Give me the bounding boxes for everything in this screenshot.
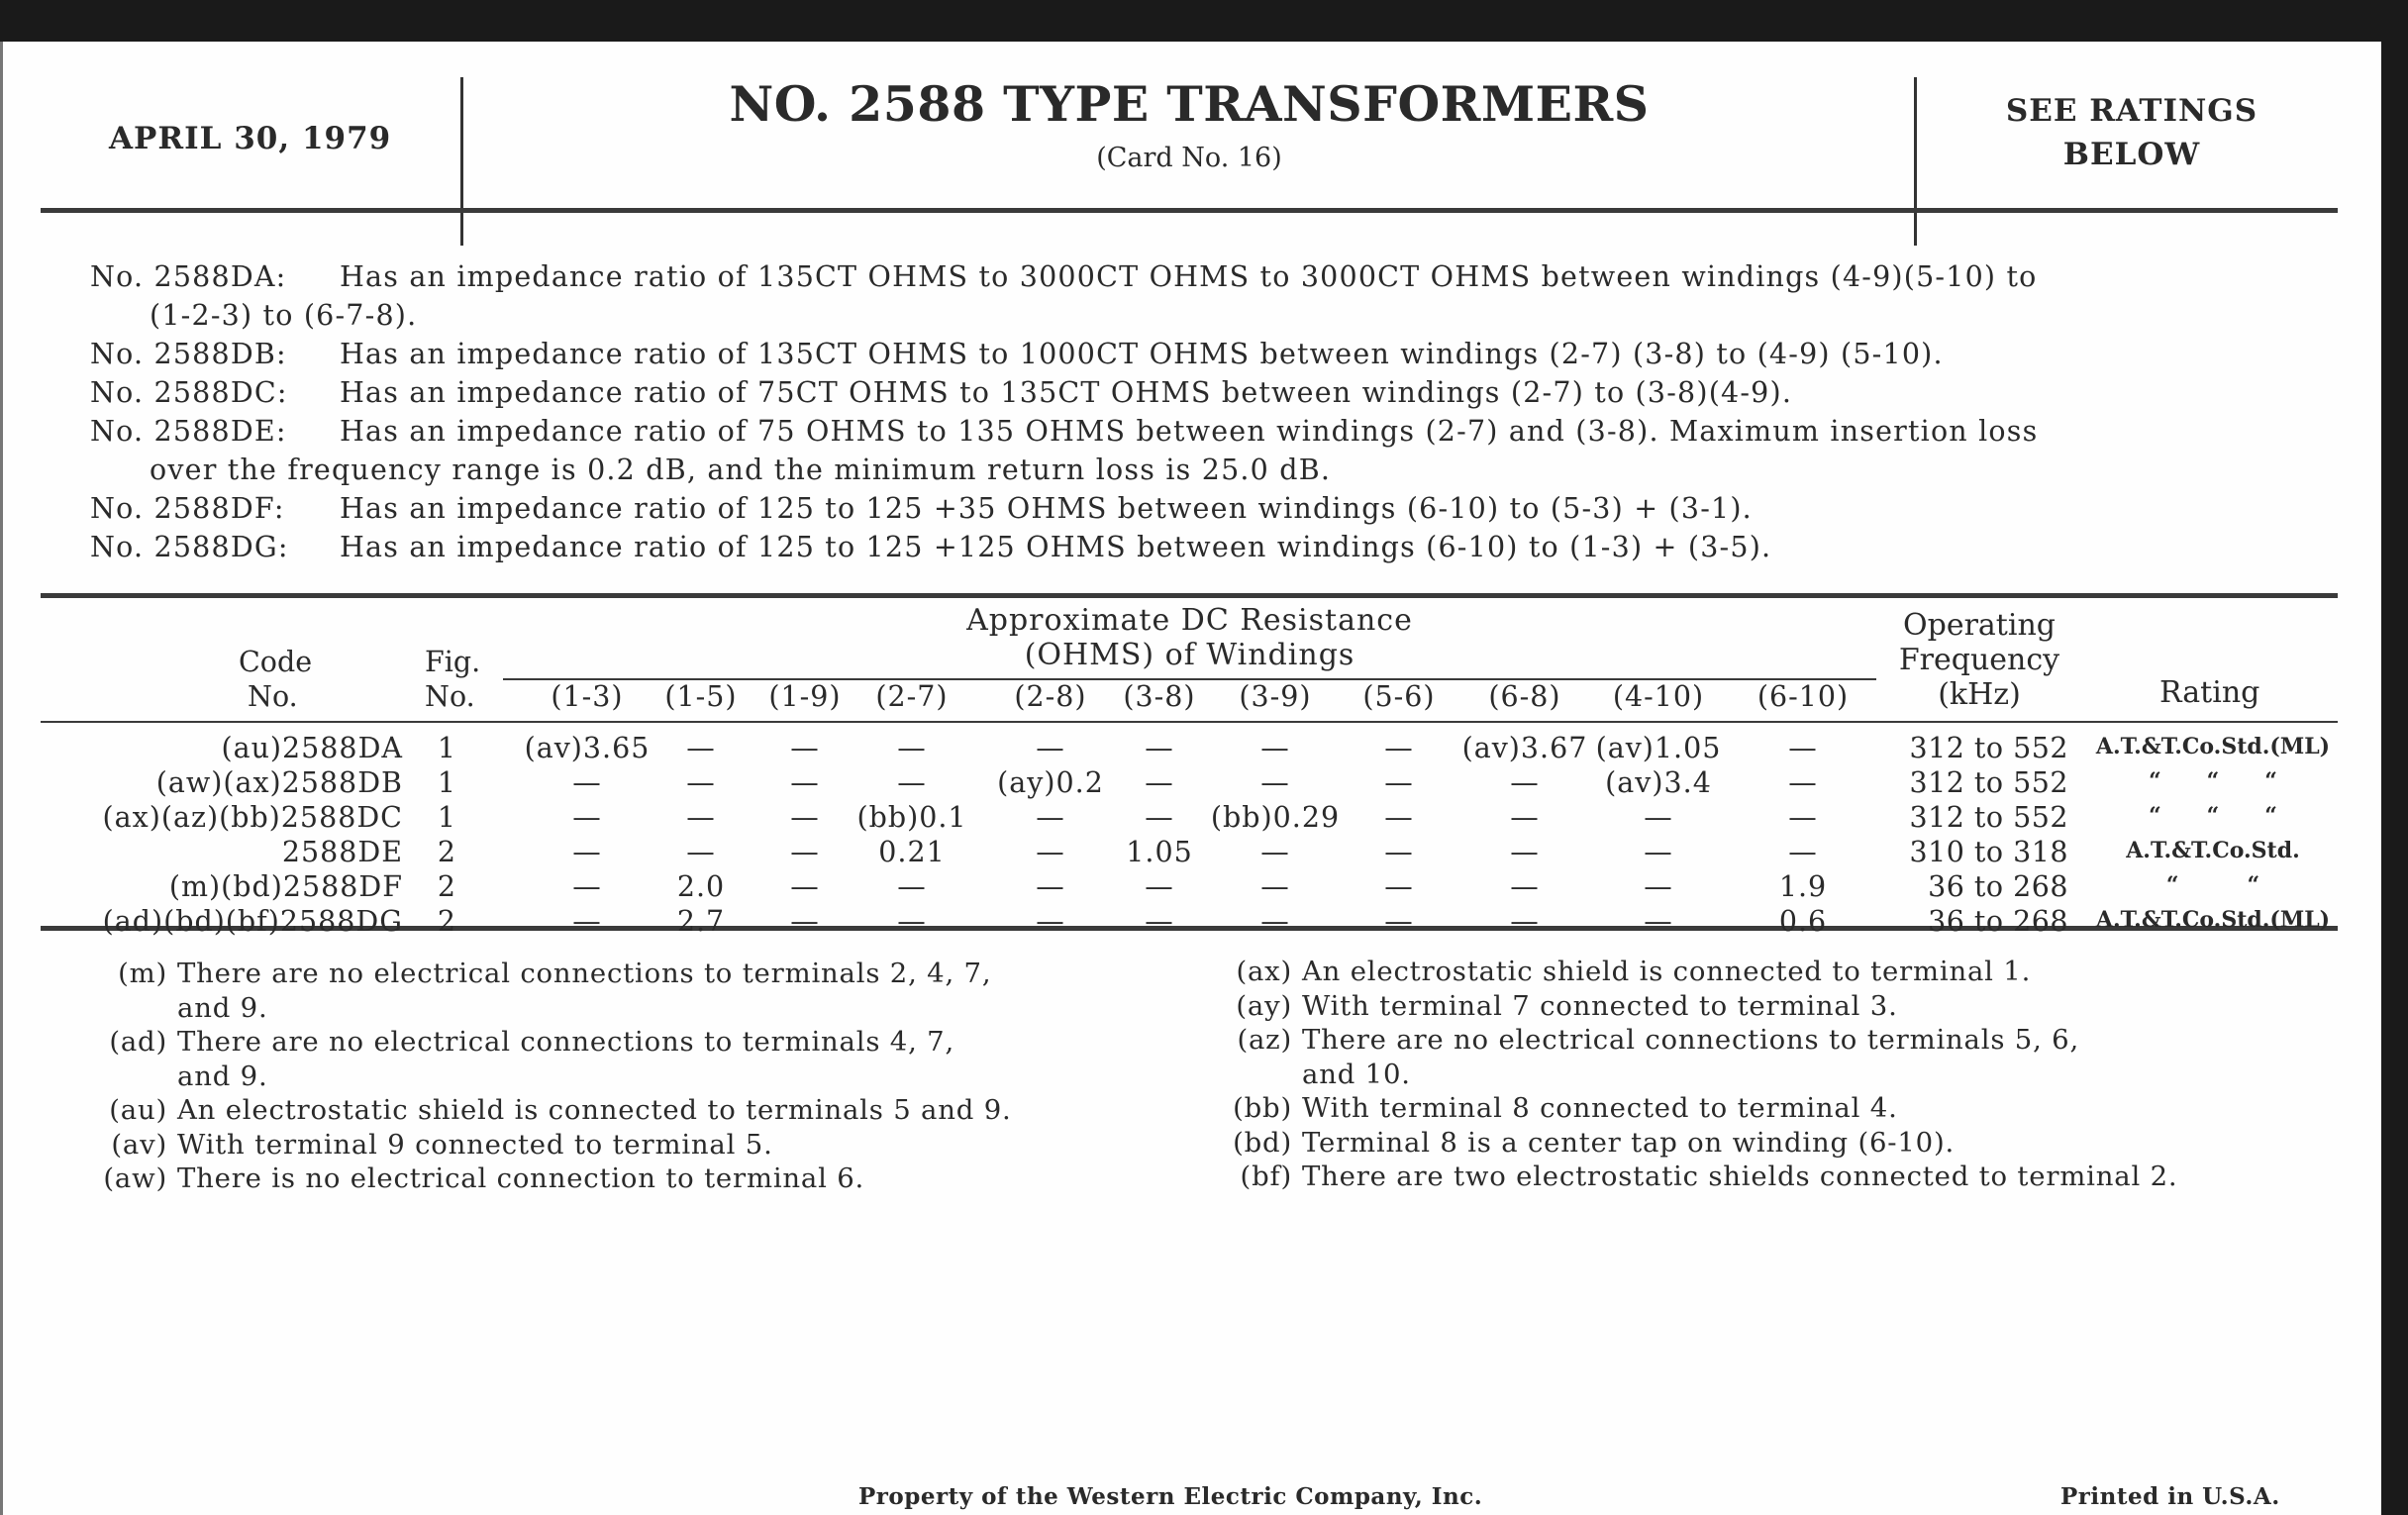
footnote-text: There are no electrical connections to terminals 5, 6, and 10. (1302, 1024, 2080, 1090)
resistance-cell: — (790, 905, 820, 938)
resistance-cell: — (1510, 836, 1540, 868)
resistance-cell: — (1510, 870, 1540, 903)
resistance-cell: — (1384, 870, 1414, 903)
footnote (1197, 1160, 2177, 1194)
resistance-cell: — (1644, 836, 1673, 868)
footnote-text: An electrostatic shield is connected to terminals 5 and 9. (177, 1094, 1012, 1126)
winding-header: (1-5) (664, 680, 738, 713)
resistance-header-2: (OHMS) of Windings (1024, 638, 1355, 672)
resistance-cell: — (1036, 905, 1065, 938)
footnote-text: With terminal 9 connected to terminal 5. (177, 1128, 773, 1161)
resistance-cell: 1.05 (1126, 836, 1193, 868)
resistance-cell: — (1036, 870, 1065, 903)
frequency-cell: 36 to 268 (1928, 870, 2068, 903)
resistance-cell: — (1788, 766, 1818, 799)
resistance-cell: — (1260, 870, 1290, 903)
footnote-text: There are no electrical connections to terminals 4, 7, and 9. (177, 1026, 955, 1092)
resistance-cell: (av)3.4 (1605, 766, 1712, 799)
resistance-cell: (av)3.67 (1461, 732, 1588, 764)
ratings-note (1924, 89, 2340, 176)
footnote-key: (ay) (1236, 989, 1292, 1022)
resistance-cell: — (1384, 801, 1414, 834)
code-cell: (ax)(az)(bb)2588DC (102, 801, 403, 834)
resistance-cell: — (1145, 801, 1174, 834)
description-text: Has an impedance ratio of 125 to 125 +125 OHMS between windings (6-10) to (1-3) + (3-5). (340, 531, 1772, 563)
frequency-cell: 310 to 318 (1909, 836, 2068, 868)
resistance-cell: — (1510, 905, 1540, 938)
footnote-text: With terminal 7 connected to terminal 3. (1302, 989, 1898, 1022)
winding-header: (2-7) (875, 680, 949, 713)
footnote (1197, 1091, 2177, 1126)
footnote (1197, 1023, 2177, 1091)
resistance-cell: (ay)0.2 (997, 766, 1104, 799)
rating-cell: “ “ “ (2149, 768, 2277, 794)
resistance-cell: (bb)0.1 (856, 801, 967, 834)
resistance-cell: — (572, 905, 602, 938)
footnote (1197, 955, 2177, 989)
footnote (72, 1162, 1012, 1196)
description-continuation: (1-2-3) to (6-7-8). (150, 299, 418, 332)
winding-header: (3-9) (1239, 680, 1312, 713)
resistance-cell: 2.7 (676, 905, 726, 938)
footnotes-left (72, 957, 1012, 1196)
resistance-cell: (av)1.05 (1595, 732, 1722, 764)
resistance-cell: — (790, 766, 820, 799)
fig-cell: 1 (437, 766, 456, 799)
resistance-cell: — (686, 836, 716, 868)
resistance-cell: — (1384, 836, 1414, 868)
description-item (90, 412, 2308, 451)
ratings-line-1: SEE RATINGS (2005, 93, 2258, 129)
header-divider-right (1914, 77, 1917, 246)
footnote-key: (av) (111, 1128, 167, 1161)
resistance-cell: — (1145, 766, 1174, 799)
resistance-cell: — (1788, 801, 1818, 834)
header-rule (41, 208, 2338, 213)
resistance-cell: — (686, 732, 716, 764)
description-code: No. 2588DE: (90, 415, 287, 448)
resistance-cell: — (572, 836, 602, 868)
resistance-cell: — (572, 801, 602, 834)
resistance-cell: — (790, 870, 820, 903)
code-cell: 2588DE (281, 836, 403, 868)
issue-date: APRIL 30, 1979 (109, 121, 392, 156)
footnote (1197, 989, 2177, 1024)
description-item (90, 257, 2308, 296)
resistance-cell: — (1260, 836, 1290, 868)
footnote-key: (bd) (1233, 1126, 1292, 1159)
resistance-cell: — (686, 801, 716, 834)
resistance-cell: — (1510, 801, 1540, 834)
resistance-cell: — (1788, 732, 1818, 764)
resistance-cell: — (572, 766, 602, 799)
resistance-cell: 0.6 (1778, 905, 1828, 938)
frequency-header-2: Frequency (1898, 643, 2060, 677)
description-text: Has an impedance ratio of 135CT OHMS to 3000CT OHMS to 3000CT OHMS between windings (4-9)(5-10) to (340, 260, 2038, 293)
resistance-cell: — (790, 732, 820, 764)
frequency-header-3: (kHz) (1938, 677, 2021, 712)
resistance-cell: — (1384, 905, 1414, 938)
resistance-cell: — (1145, 905, 1174, 938)
frequency-cell: 36 to 268 (1928, 905, 2068, 938)
rating-cell: A.T.&T.Co.Std. (2126, 838, 2300, 863)
rating-cell: “ “ (2165, 872, 2260, 898)
description-code: No. 2588DF: (90, 492, 285, 525)
resistance-cell: — (790, 801, 820, 834)
rating-header: Rating (2159, 675, 2260, 710)
winding-header: (2-8) (1014, 680, 1087, 713)
description-text: Has an impedance ratio of 75CT OHMS to 135CT OHMS between windings (2-7) to (3-8)(4-9). (340, 376, 1793, 409)
footnote-key: (au) (109, 1094, 167, 1126)
description-item (90, 489, 2308, 528)
table-top-rule (41, 593, 2338, 598)
resistance-header (503, 603, 1876, 672)
frequency-cell: 312 to 552 (1909, 732, 2068, 764)
fig-header-1: Fig. (425, 646, 481, 678)
resistance-cell: — (1644, 801, 1673, 834)
winding-header: (6-10) (1756, 680, 1850, 713)
spec-card (0, 42, 2381, 1515)
footnote-key: (az) (1237, 1024, 1292, 1056)
frequency-cell: 312 to 552 (1909, 766, 2068, 799)
rating-cell: “ “ “ (2149, 803, 2277, 829)
property-notice: Property of the Western Electric Company, Inc. (858, 1483, 1483, 1510)
footnote (1197, 1126, 2177, 1161)
code-header-2: No. (248, 680, 298, 713)
resistance-cell: — (897, 905, 927, 938)
footnote-key: (bf) (1240, 1161, 1292, 1192)
ratings-line-2: BELOW (2062, 137, 2201, 172)
winding-header: (3-8) (1123, 680, 1196, 713)
rating-cell: A.T.&T.Co.Std.(ML) (2095, 734, 2331, 759)
winding-header: (6-8) (1488, 680, 1561, 713)
resistance-cell: (av)3.65 (524, 732, 651, 764)
description-code: No. 2588DG: (90, 531, 289, 563)
footnote (72, 957, 1012, 1025)
frequency-cell: 312 to 552 (1909, 801, 2068, 834)
fig-header-2: No. (425, 680, 475, 713)
resistance-cell: 2.0 (676, 870, 726, 903)
resistance-cell: — (897, 870, 927, 903)
resistance-cell: 1.9 (1778, 870, 1828, 903)
resistance-cell: 0.21 (878, 836, 946, 868)
winding-header: (4-10) (1612, 680, 1705, 713)
description-item (90, 335, 2308, 373)
resistance-cell: — (1145, 870, 1174, 903)
resistance-cell: — (1644, 870, 1673, 903)
resistance-cell: — (1788, 836, 1818, 868)
resistance-cell: — (790, 836, 820, 868)
description-item (90, 373, 2308, 412)
footnote-text: There is no electrical connection to terminal 6. (177, 1162, 865, 1194)
resistance-cell: — (1260, 766, 1290, 799)
resistance-cell: — (1145, 732, 1174, 764)
description-text: Has an impedance ratio of 135CT OHMS to 1000CT OHMS between windings (2-7) (3-8) to (4-9) (5-10). (340, 338, 1944, 370)
resistance-cell: — (897, 766, 927, 799)
footnote-key: (ax) (1236, 956, 1292, 987)
description-code: No. 2588DC: (90, 376, 288, 409)
resistance-cell: — (572, 870, 602, 903)
card-number: (Card No. 16) (1096, 143, 1282, 173)
footnote-text: There are no electrical connections to terminals 2, 4, 7, and 9. (177, 958, 992, 1024)
resistance-cell: — (1510, 766, 1540, 799)
fig-cell: 1 (437, 801, 456, 834)
fig-cell: 2 (437, 905, 456, 938)
table-header-rule (41, 721, 2338, 723)
winding-header: (5-6) (1362, 680, 1436, 713)
description-continuation: over the frequency range is 0.2 dB, and the minimum return loss is 25.0 dB. (150, 454, 1332, 486)
footnote (72, 1025, 1012, 1093)
code-cell: (m)(bd)2588DF (168, 870, 403, 903)
footnote-key: (aw) (103, 1162, 167, 1194)
footnote-text: With terminal 8 connected to terminal 4. (1302, 1092, 1898, 1124)
description-text: Has an impedance ratio of 125 to 125 +35 OHMS between windings (6-10) to (5-3) + (3-1). (340, 492, 1753, 525)
resistance-cell: — (686, 766, 716, 799)
code-cell: (aw)(ax)2588DB (155, 766, 403, 799)
winding-header: (1-9) (768, 680, 842, 713)
footnote-text: Terminal 8 is a center tap on winding (6-10). (1302, 1126, 1956, 1159)
rating-cell: A.T.&T.Co.Std.(ML) (2095, 907, 2331, 933)
resistance-cell: — (1260, 732, 1290, 764)
footnote-key: (bb) (1233, 1092, 1292, 1124)
resistance-header-1: Approximate DC Resistance (966, 603, 1413, 638)
description-list (90, 257, 2308, 566)
footnotes-right (1197, 955, 2177, 1194)
resistance-cell: — (1036, 732, 1065, 764)
fig-cell: 2 (437, 870, 456, 903)
description-code: No. 2588DB: (90, 338, 287, 370)
resistance-cell: — (1384, 766, 1414, 799)
description-code: No. 2588DA: (90, 260, 287, 293)
resistance-cell: (bb)0.29 (1210, 801, 1341, 834)
frequency-header-1: Operating (1903, 608, 2056, 643)
code-cell: (ad)(bd)(bf)2588DG (102, 905, 403, 938)
page-title: NO. 2588 TYPE TRANSFORMERS (729, 75, 1650, 133)
footnote-text: There are two electrostatic shields connected to terminal 2. (1302, 1161, 2178, 1192)
code-cell: (au)2588DA (221, 732, 403, 764)
resistance-cell: — (1260, 905, 1290, 938)
resistance-cell: — (1384, 732, 1414, 764)
printed-notice: Printed in U.S.A. (2060, 1483, 2280, 1510)
resistance-cell: — (1036, 836, 1065, 868)
fig-cell: 2 (437, 836, 456, 868)
resistance-cell: — (897, 732, 927, 764)
footnote (72, 1093, 1012, 1128)
description-item (90, 528, 2308, 566)
footnote-key: (ad) (109, 1026, 167, 1058)
footnote-text: An electrostatic shield is connected to terminal 1. (1302, 956, 2032, 987)
footnote-key: (m) (118, 958, 167, 989)
winding-header: (1-3) (551, 680, 624, 713)
footnote (72, 1128, 1012, 1162)
header-divider-left (460, 77, 463, 246)
code-header-1: Code (239, 646, 313, 678)
frequency-header (1880, 608, 2078, 712)
fig-cell: 1 (437, 732, 456, 764)
description-text: Has an impedance ratio of 75 OHMS to 135 OHMS between windings (2-7) and (3-8). Maximum insertion loss (340, 415, 2039, 448)
resistance-cell: — (1644, 905, 1673, 938)
resistance-cell: — (1036, 801, 1065, 834)
